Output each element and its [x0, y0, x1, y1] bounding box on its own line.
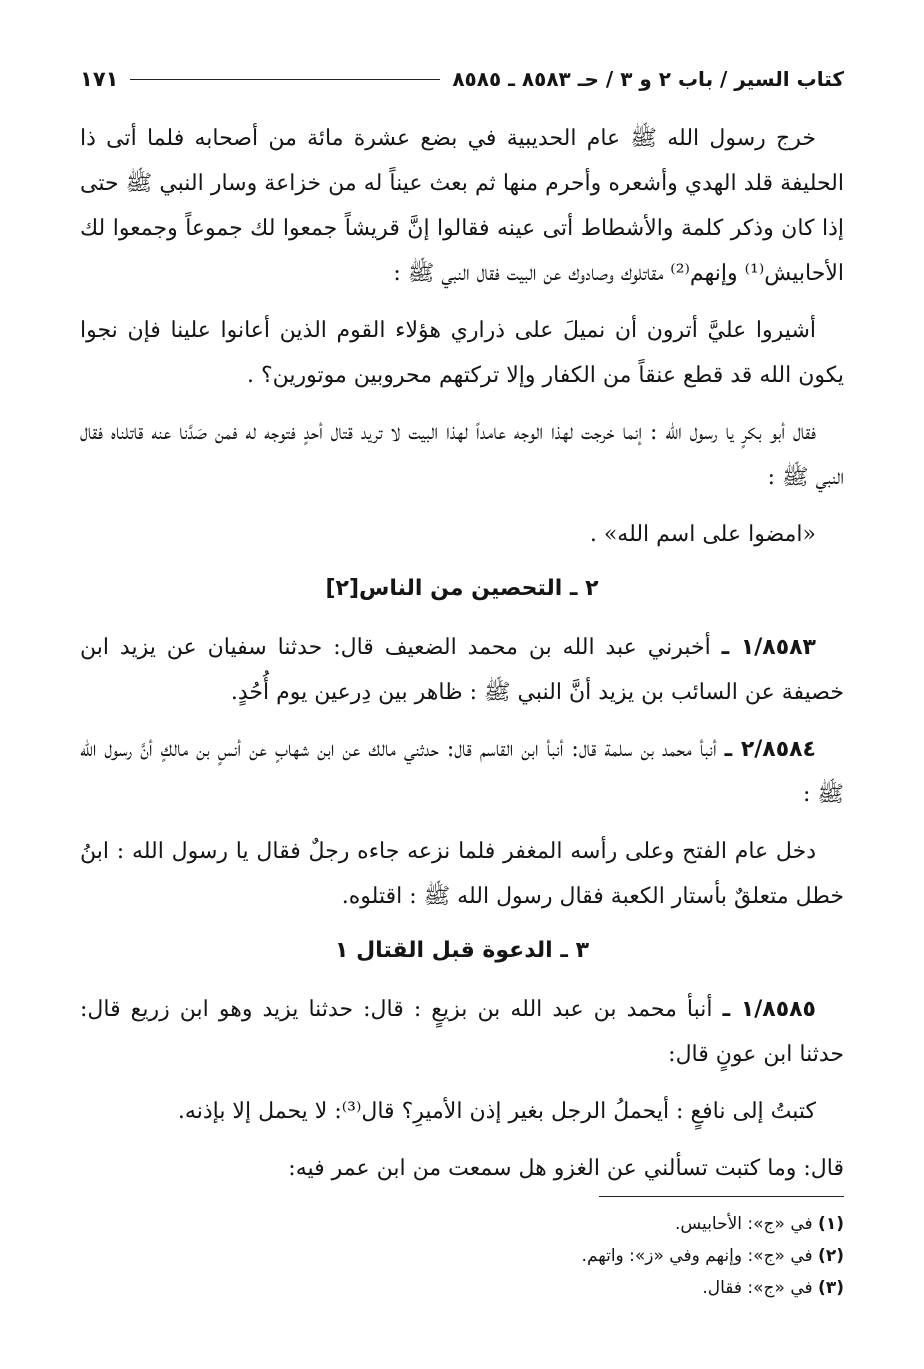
hadith-number-8583: ١/٨٥٨٣ ـ [721, 635, 816, 660]
paragraph-4: «امضوا على اسم الله» . [589, 522, 816, 547]
paragraph-2: أشيروا عليَّ أترون أن نميلَ على ذراري هؤلاء القوم الذين أعانوا علينا فإن نجوا يكون الله قد قطع عنقاً من الكفار وإلا تركتهم محروبين موتورين؟ . [80, 318, 844, 388]
footnote-number: (١) [818, 1214, 844, 1234]
section-heading-2: ٢ ـ التحصين من الناس[٢] [325, 576, 599, 601]
footnote-2 [80, 1240, 844, 1272]
footnote-number: (٢) [818, 1246, 844, 1266]
header-rule [130, 79, 440, 80]
hadith-matn-8584: دخل عام الفتح وعلى رأسه المغفر فلما نزعه جاءه رجلٌ فقال يا رسول الله : ابنُ خطل متعلقٌ بأستار الكعبة فقال رسول الله ﷺ : اقتلوه. [80, 839, 844, 909]
hadith-8585 [80, 987, 844, 1077]
footnote-text: في «ج»: الأحابيس. [674, 1214, 813, 1234]
hadith-number-8585: ١/٨٥٨٥ ـ [722, 997, 816, 1022]
hadith-line3-8585: قال: وما كتبت تسألني عن الغزو هل سمعت من ابن عمر فيه: [288, 1156, 844, 1181]
footnote-1 [80, 1208, 844, 1240]
running-title: كتاب السير / باب ٢ و ٣ / حـ ٨٥٨٣ ـ ٨٥٨٥ [452, 67, 844, 91]
running-header [80, 60, 844, 98]
hadith-text-8583: أخبرني عبد الله بن محمد الضعيف قال: حدثنا سفيان عن يزيد ابن خصيفة عن السائب بن يزيد أنَّ النبي ﷺ : ظاهر بين دِرعين يوم أُحُدٍ. [80, 635, 844, 705]
hadith-8584 [80, 727, 844, 817]
hadith-line2-8585: كتبتُ إلى نافعٍ : أيحملُ الرجل بغير إذن الأميرِ؟ قال⁽³⁾: لا يحمل إلا بإذنه. [177, 1099, 816, 1124]
footnote-text: في «ج»: فقال. [702, 1278, 813, 1298]
footnote-text: في «ج»: وإنهم وفي «ز»: واتهم. [581, 1246, 813, 1266]
hadith-number-8584: ٢/٨٥٨٤ ـ [724, 737, 816, 762]
footnote-rule [599, 1196, 844, 1197]
paragraph-1: خرج رسول الله ﷺ عام الحديبية في بضع عشرة مائة من أصحابه فلما أتى ذا الحليفة قلد الهدي وأشعره وأحرم منها ثم بعث عيناً له من خزاعة وسار النبي ﷺ حتى إذا كان وذكر كلمة والأشطاط أتى عينه فقالوا إنَّ قريشاً جمعوا لك جموعاً وجمعوا لك الأحابيش⁽¹⁾ وإنهم⁽²⁾ مقاتلوك وصادوك عن البيت فقال النبي ﷺ : [80, 126, 844, 286]
page-number: ١٧١ [80, 67, 119, 91]
hadith-text-8585: أنبأ محمد بن عبد الله بن بزيعٍ : قال: حدثنا يزيد وهو ابن زريع قال: حدثنا ابن عونٍ قال: [80, 997, 844, 1067]
paragraph-3: فقال أبو بكرٍ يا رسول الله : إنما خرجت لهذا الوجه عامداً لهذا البيت لا تريد قتال أحدٍ فتوجه له فمن صَدَّنا عنه قاتلناه فقال النبي ﷺ : [80, 420, 844, 490]
footnote-3 [80, 1272, 844, 1304]
hadith-text-8584: أنبأ محمد بن سلمة قال: أنبأ ابن القاسم قال: حدثني مالك عن ابن شهابٍ عن أنسٍ بن مالكٍ أنَّ رسول الله ﷺ : [80, 737, 844, 807]
section-heading-3: ٣ ـ الدعوة قبل القتال ١ [335, 938, 589, 963]
footnotes [80, 1208, 844, 1304]
footnote-number: (٣) [818, 1278, 844, 1298]
hadith-8583 [80, 625, 844, 715]
page-body [80, 116, 844, 1191]
book-page [80, 60, 844, 1350]
